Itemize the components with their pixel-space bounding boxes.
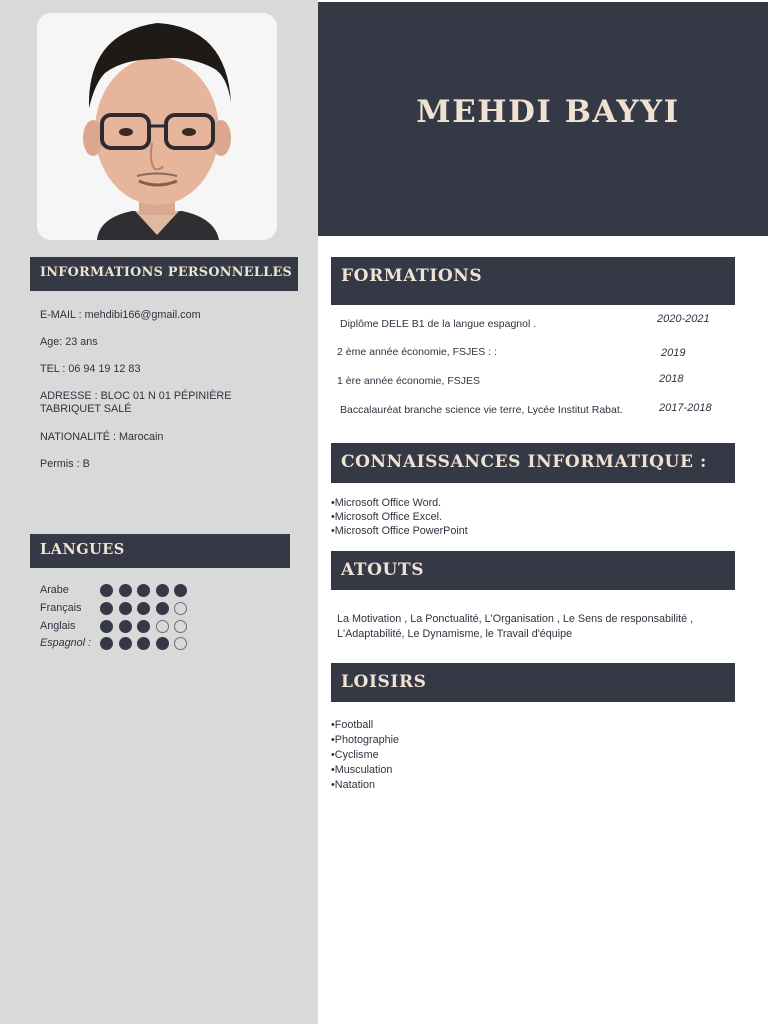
level-dot-empty [156, 620, 169, 633]
formation-year: 2018 [659, 373, 684, 385]
phone-text: TEL : 06 94 19 12 83 [40, 363, 141, 375]
language-level-dots [100, 637, 200, 651]
formation-entry: 1 ère année économie, FSJES [337, 375, 481, 387]
atouts-text: La Motivation , La Ponctualité, L'Organisation , Le Sens de responsabilité , L'Adaptabilité, Le Dynamisme, le Travail d'équipe [337, 613, 694, 640]
list-item: • Musculation [331, 763, 399, 778]
formations-heading: FORMATIONS [331, 257, 735, 305]
language-level-dots [100, 602, 200, 616]
list-item: • Football [331, 718, 399, 733]
level-dot-filled [119, 602, 132, 615]
level-dot-filled [100, 602, 113, 615]
language-name: Anglais [40, 620, 76, 632]
level-dot-filled [100, 620, 113, 633]
language-level-dots [100, 584, 200, 598]
language-level-dots [100, 620, 200, 634]
level-dot-filled [119, 584, 132, 597]
level-dot-filled [137, 620, 150, 633]
level-dot-filled [156, 584, 169, 597]
level-dot-filled [156, 602, 169, 615]
address-text: ADRESSE : BLOC 01 N 01 PÉPINIÈRE TABRIQUET SALÉ [40, 390, 232, 415]
formation-year: 2017-2018 [659, 402, 712, 414]
nationality-text: NATIONALITÉ : Marocain [40, 431, 164, 443]
level-dot-empty [174, 602, 187, 615]
language-name: Espagnol : [40, 637, 92, 649]
list-item: • Photographie [331, 733, 399, 748]
loisirs-list [331, 718, 399, 793]
it-skills-list [331, 496, 468, 539]
formation-entry: Diplôme DELE B1 de la langue espagnol . [340, 318, 537, 330]
it-skills-heading: CONNAISSANCES INFORMATIQUE : [331, 443, 735, 483]
formation-entry: Baccalauréat branche science vie terre, Lycée Institut Rabat. [340, 404, 623, 416]
level-dot-filled [100, 584, 113, 597]
age-text: Age: 23 ans [40, 336, 98, 348]
level-dot-filled [137, 637, 150, 650]
language-name: Français [40, 602, 82, 614]
loisirs-heading: LOISIRS [331, 663, 735, 702]
level-dot-filled [156, 637, 169, 650]
level-dot-filled [100, 637, 113, 650]
language-name: Arabe [40, 584, 69, 596]
list-item: • Natation [331, 778, 399, 793]
level-dot-empty [174, 620, 187, 633]
level-dot-filled [119, 637, 132, 650]
email-text: E-MAIL : mehdibi166@gmail.com [40, 309, 201, 321]
list-item: • Microsoft Office Word. [331, 496, 468, 511]
atouts-heading: ATOUTS [331, 551, 735, 590]
level-dot-filled [137, 602, 150, 615]
level-dot-empty [174, 637, 187, 650]
level-dot-filled [137, 584, 150, 597]
languages-heading: LANGUES [30, 534, 290, 568]
license-text: Permis : B [40, 458, 90, 470]
personal-info-heading: INFORMATIONS PERSONNELLES [30, 257, 298, 291]
profile-photo [37, 13, 277, 240]
level-dot-filled [119, 620, 132, 633]
level-dot-filled [174, 584, 187, 597]
formation-year: 2019 [661, 347, 686, 359]
list-item: • Microsoft Office Excel. [331, 510, 468, 525]
candidate-name: MEHDI BAYYI [416, 94, 680, 130]
list-item: • Microsoft Office PowerPoint [331, 524, 468, 539]
list-item: • Cyclisme [331, 748, 399, 763]
formation-entry: 2 ème année économie, FSJES : : [337, 346, 497, 358]
formation-year: 2020-2021 [657, 313, 710, 325]
portrait-image [37, 13, 277, 240]
